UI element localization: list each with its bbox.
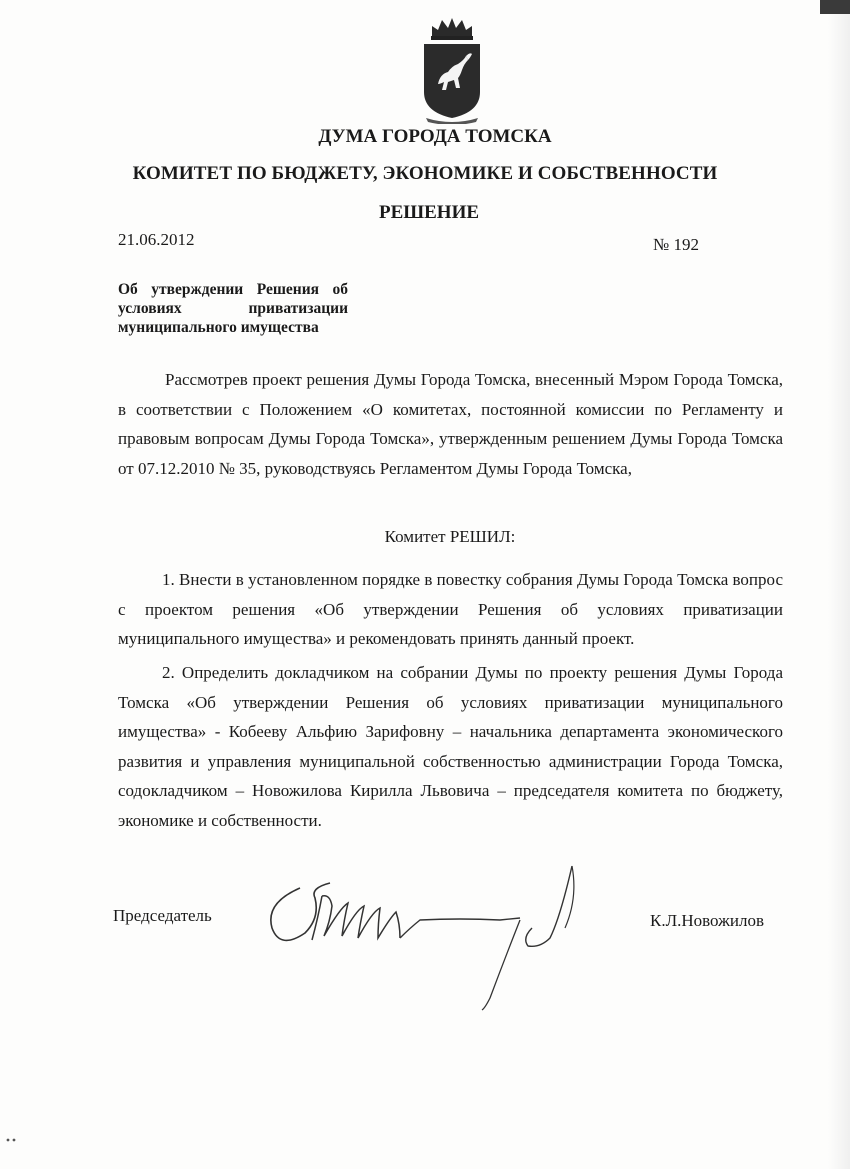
scan-artifact-icon (4, 1135, 24, 1145)
document-date: 21.06.2012 (118, 230, 195, 249)
document-subject: Об утверждении Решения об условиях приватизации муниципального имущества (118, 281, 348, 336)
handwritten-signature-icon (260, 858, 590, 1018)
preamble-paragraph: Рассмотрев проект решения Думы Города Томска, внесенный Мэром Города Томска, в соответствии с Положением «О комитетах, постоянной комиссии по Регламенту и правовым вопросам Думы Города Томска», утвержденным решением Думы Города Томска от 07.12.2010 № 35, руководствуясь Регламентом Думы Города Томска, (118, 370, 783, 478)
decision-item-1: 1. Внести в установленном порядке в повестку собрания Думы Города Томска вопрос с проектом решения «Об утверждении Решения об условиях приватизации муниципального имущества» и рекомендовать принять данный проект. (118, 570, 783, 648)
organization-title: ДУМА ГОРОДА ТОМСКА (318, 126, 552, 147)
decision-item-2: 2. Определить докладчиком на собрании Думы по проекту решения Думы Города Томска «Об утверждении Решения об условиях приватизации муниципального имущества» - Кобееву Альфию Зарифовну – начальника департамента экономического развития и управления муниципальной собственностью администрации Города Томска, содокладчиком – Новожилова Кирилла Львовича – председателя комитета по бюджету, экономике и собственности. (118, 663, 783, 830)
document-number: № 192 (653, 235, 699, 254)
document-type: РЕШЕНИЕ (378, 202, 480, 223)
scan-corner-mark (820, 0, 850, 14)
decision-heading: Комитет РЕШИЛ: (384, 527, 516, 546)
signatory-role: Председатель (113, 906, 212, 925)
signatory-name: К.Л.Новожилов (650, 911, 764, 930)
coat-of-arms-icon (418, 14, 486, 124)
committee-title: КОМИТЕТ ПО БЮДЖЕТУ, ЭКОНОМИКЕ И СОБСТВЕННОСТИ (132, 163, 718, 184)
